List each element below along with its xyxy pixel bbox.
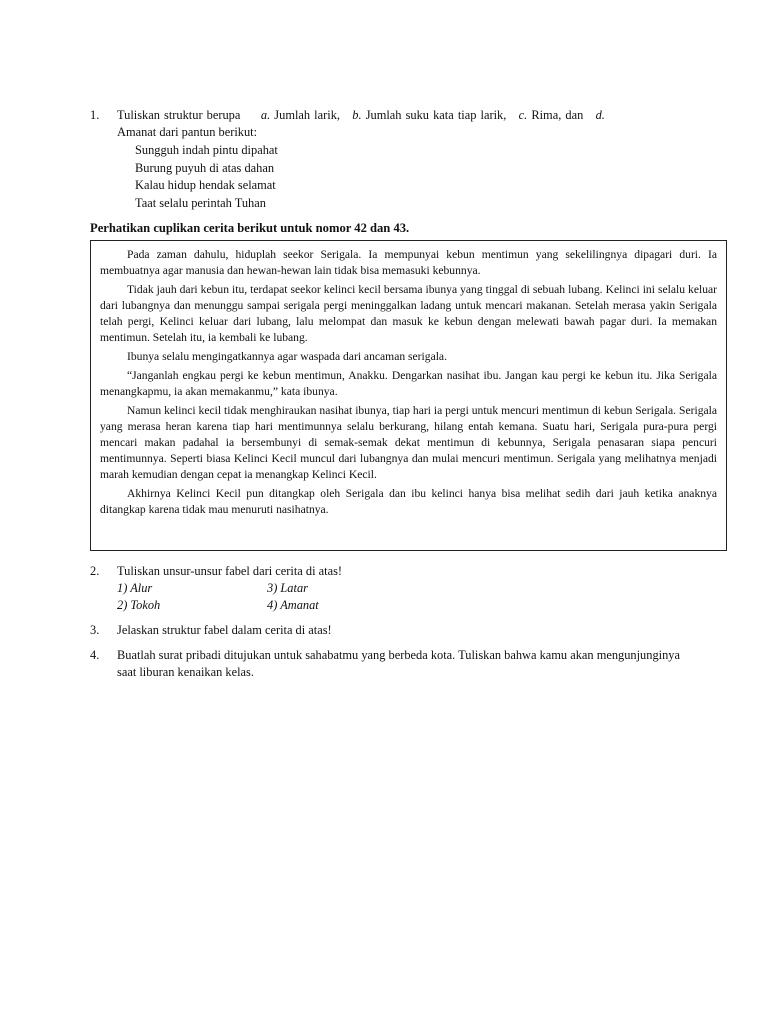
option-b-label: b. (352, 108, 362, 122)
option-d-label: d. (595, 108, 605, 122)
question-2 (90, 563, 690, 614)
question-text: Buatlah surat pribadi ditujukan untuk sahabatmu yang berbeda kota. Tuliskan bahwa kamu akan mengunjunginya saat liburan kenaikan kelas. (117, 648, 680, 679)
option-c-text: Rima, dan (531, 108, 584, 122)
question-4 (90, 647, 690, 681)
option-a-text: Jumlah larik, (274, 108, 340, 122)
story-paragraph: Akhirnya Kelinci Kecil pun ditangkap oleh Serigala dan ibu kelinci hanya bisa melihat sedih dari jauh ketika anaknya ditangkap karena tidak mau menuruti nasihatnya. (100, 487, 717, 516)
question-3 (90, 622, 690, 639)
fable-elements-list (117, 580, 690, 614)
question-1-line-2: Amanat dari pantun berikut: (117, 125, 258, 139)
story-box (90, 240, 727, 551)
option-a-label: a. (260, 108, 271, 122)
fable-element: 4) Amanat (267, 598, 319, 612)
question-body (117, 563, 690, 614)
story-paragraph: Pada zaman dahulu, hiduplah seekor Serigala. Ia mempunyai kebun mentimun yang sekelilingnya dipagari duri. Ia membuatnya agar manusia dan hewan-hewan lain tidak bisa memasuki kebunnya. (100, 248, 717, 277)
pantun-line: Kalau hidup hendak selamat (135, 178, 276, 192)
question-number: 1. (90, 108, 100, 122)
story-paragraph: Namun kelinci kecil tidak menghiraukan nasihat ibunya, tiap hari ia pergi untuk mencuri mentimun di kebun Serigala. Serigala yang merasa heran karena tiap hari mentimunnya selalu berkurang, hilang entah kemana. Suatu hari, Serigala pura-pura pergi mencari makan padahal ia bersembunyi di semak-semak dekat mentimun di kebunnya, Serigala penasaran siapa pencuri mentimunnya. Seperti biasa Kelinci Kecil muncul dari lubangnya dan mulai mencuri mentimun. Serigala yang melihatnya menjadi marah kemudian dengan cepat ia menangkap Kelinci Kecil. (100, 404, 717, 481)
fable-element: 1) Alur (117, 581, 153, 595)
story-paragraph: Tidak jauh dari kebun itu, terdapat seekor kelinci kecil bersama ibunya yang tinggal di sebuah lubang. Kelinci ini selalu keluar dari lubangnya dan menunggu sampai serigala pergi meninggalkan ladang untuk mencari makanan. Setelah merasa yakin Serigala telah pergi, Kelinci keluar dari lubang, lalu melompat dan masuk ke kebun dengan melewati bawah pagar duri. Ia memakan mentimun. Setelah itu, ia kembali ke lubang. (100, 283, 717, 344)
story-paragraph: “Janganlah engkau pergi ke kebun mentimun, Anakku. Dengarkan nasihat ibu. Jangan kau pergi ke kebun itu. Jika Serigala menangkapmu, ia akan memakanmu,” kata ibunya. (100, 369, 717, 398)
question-number: 2. (90, 564, 100, 578)
question-1 (90, 107, 690, 212)
question-number: 4. (90, 648, 100, 662)
question-body (117, 107, 690, 212)
option-b-text: Jumlah suku kata tiap larik, (365, 108, 507, 122)
question-1-line-1 (117, 107, 690, 124)
question-intro: Tuliskan struktur berupa (117, 108, 241, 122)
instruction-heading: Perhatikan cuplikan cerita berikut untuk nomor 42 dan 43. (90, 221, 410, 235)
fable-element: 3) Latar (267, 581, 308, 595)
story-paragraph: Ibunya selalu mengingatkannya agar waspada dari ancaman serigala. (127, 350, 447, 363)
pantun-block (135, 142, 690, 212)
question-text: Tuliskan unsur-unsur fabel dari cerita di atas! (117, 564, 343, 578)
pantun-line: Taat selalu perintah Tuhan (135, 195, 266, 210)
fable-element: 2) Tokoh (117, 598, 161, 612)
pantun-line: Sungguh indah pintu dipahat (135, 143, 278, 157)
question-text: Jelaskan struktur fabel dalam cerita di atas! (117, 623, 332, 637)
question-number: 3. (90, 623, 100, 637)
pantun-line: Burung puyuh di atas dahan (135, 160, 275, 175)
option-c-label: c. (518, 108, 528, 122)
